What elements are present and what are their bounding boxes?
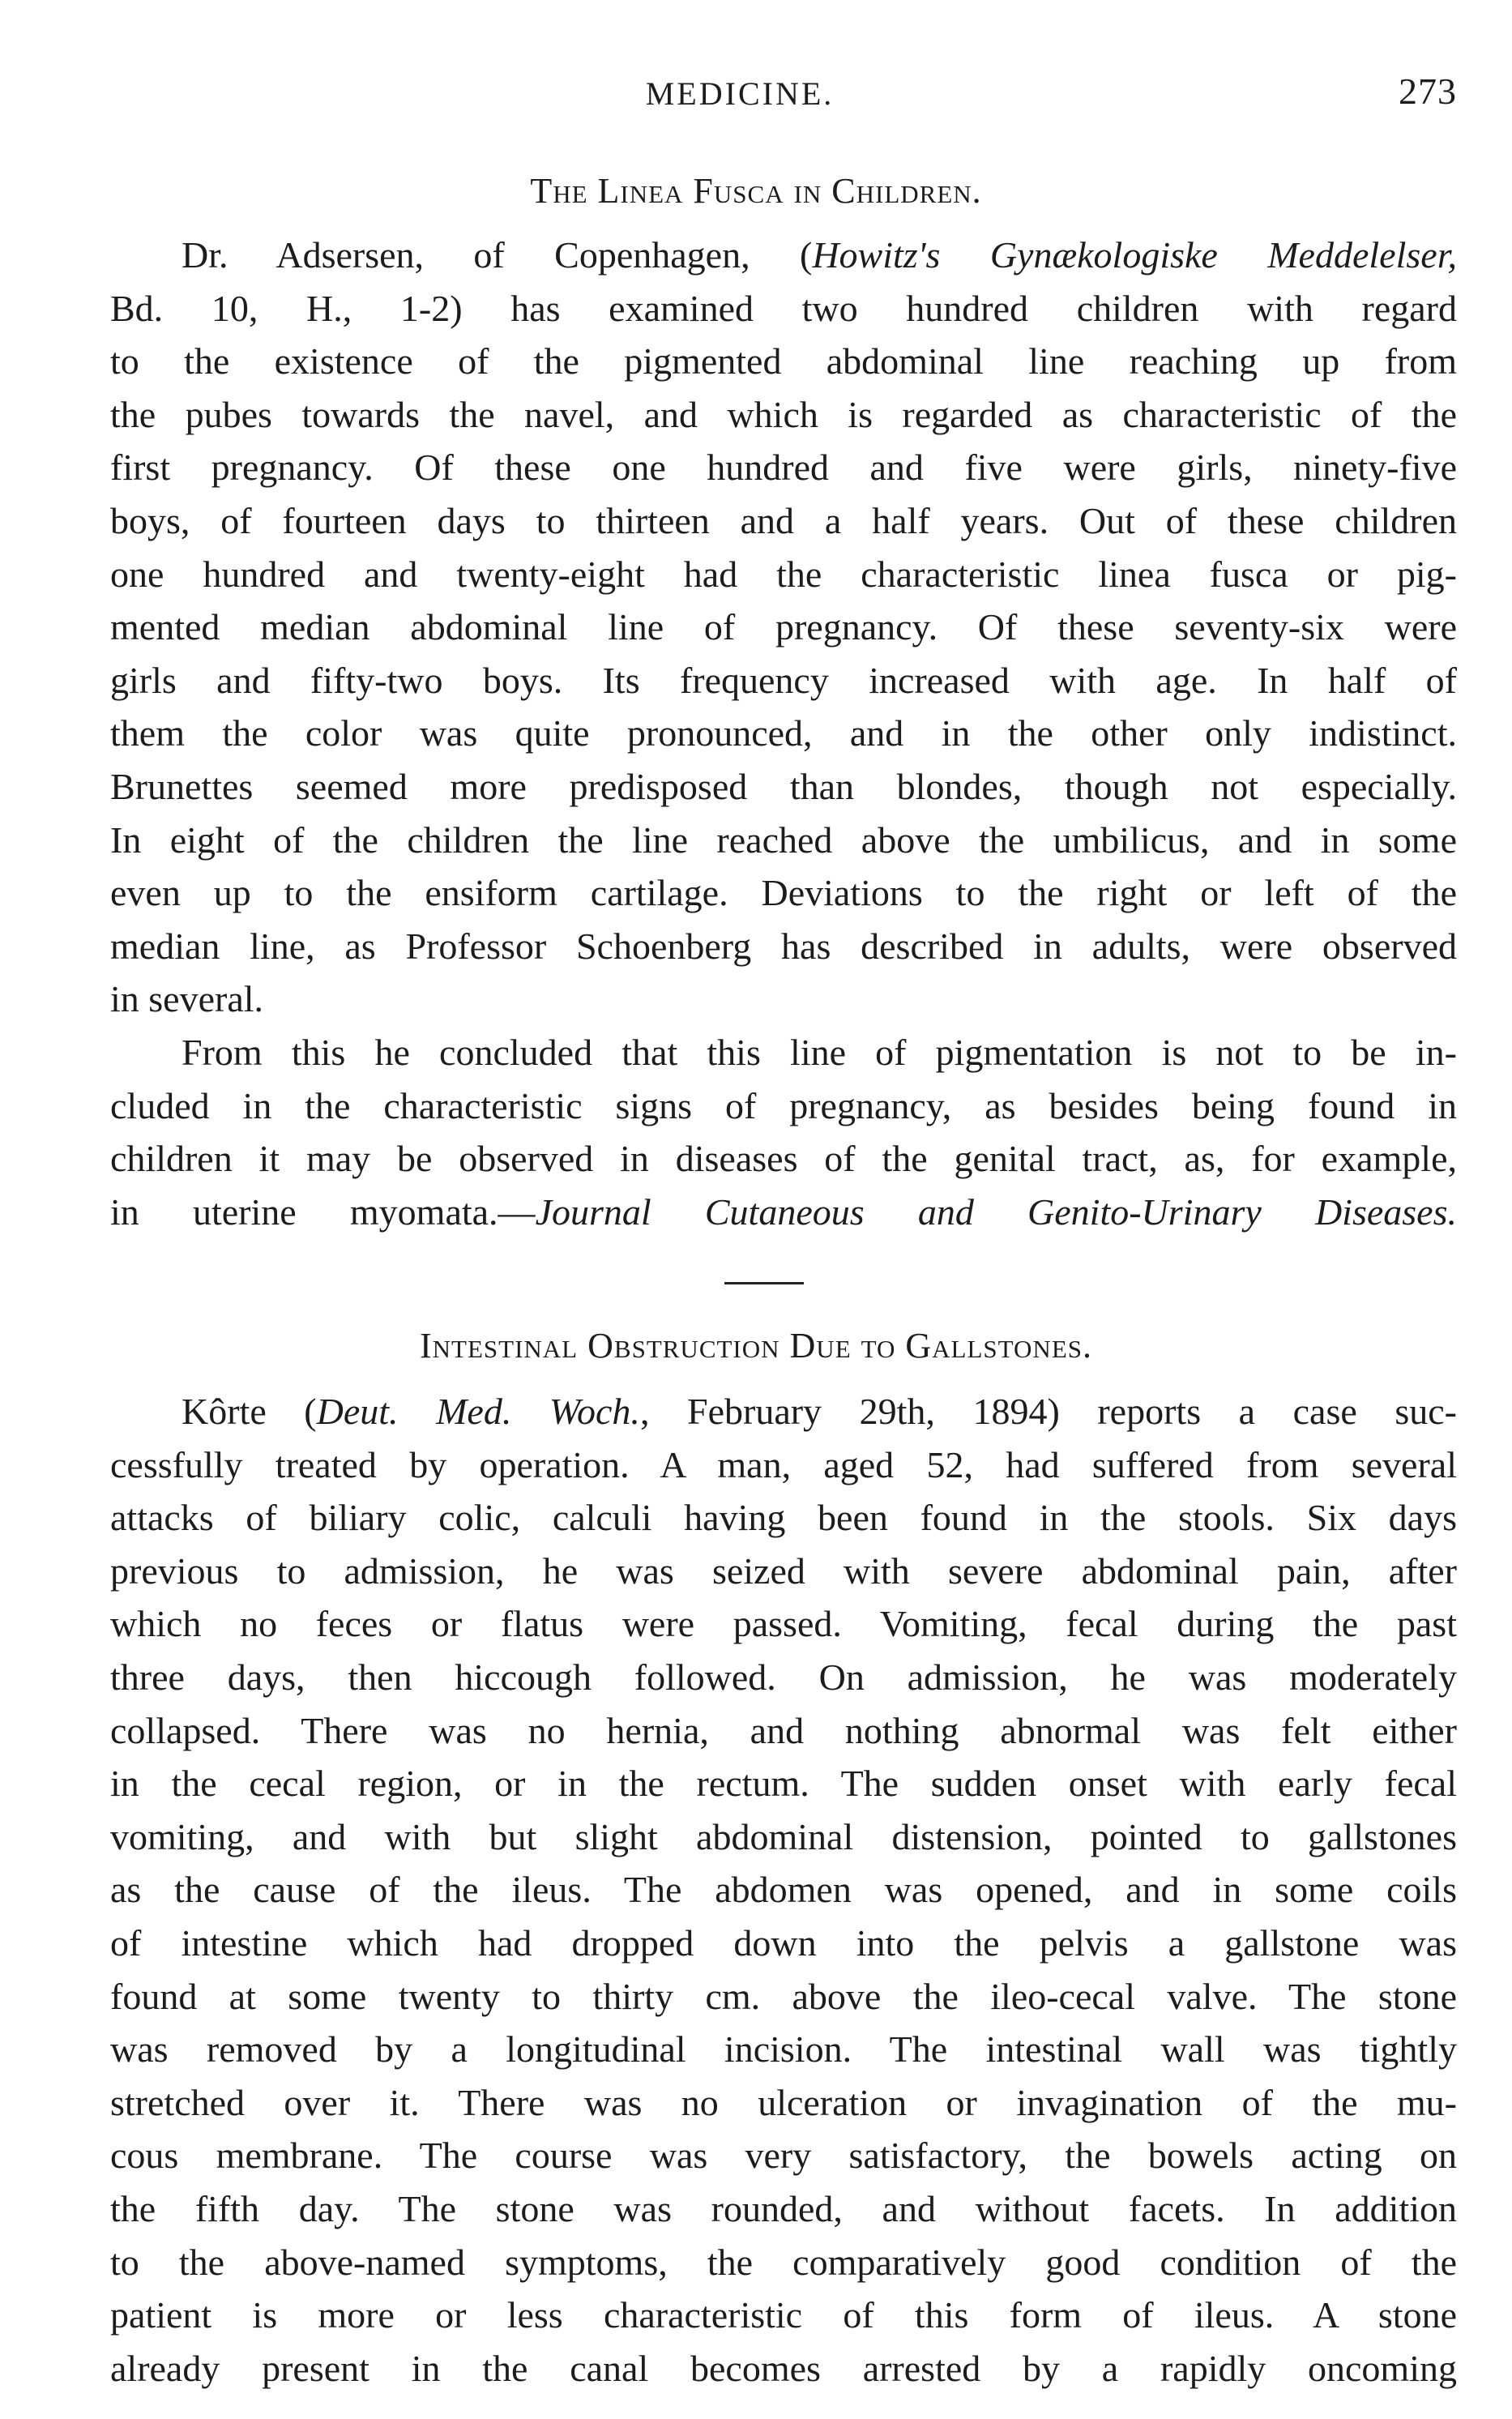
text-segment: one hundred and twenty-eight had the characteristic linea fusca or pig- xyxy=(110,553,1457,595)
text-segment: in the cecal region, or in the rectum. The sudden onset with early fecal xyxy=(110,1763,1457,1805)
text-segment: cluded in the characteristic signs of pregnancy, as besides being found in xyxy=(110,1084,1457,1126)
page-number: 273 xyxy=(1399,71,1457,112)
text-segment: in uterine myomata.— xyxy=(110,1190,536,1233)
text-segment: patient is more or less characteristic of this form of ileus. A stone xyxy=(110,2294,1457,2336)
text-segment: stretched over it. There was no ulceration or invagination of the mu- xyxy=(110,2081,1457,2123)
text-segment: them the color was quite pronounced, and in the other only indistinct. xyxy=(110,712,1457,754)
section-title-linea-fusca: The Linea Fusca in Children. xyxy=(530,171,982,211)
text-line xyxy=(110,1186,1457,1239)
text-line xyxy=(110,282,1457,335)
text-line xyxy=(110,1917,1457,1970)
text-segment: children it may be observed in diseases of the genital tract, as, for example, xyxy=(110,1138,1457,1180)
section-title-gallstones: Intestinal Obstruction Due to Gallstones. xyxy=(420,1326,1092,1365)
text-line xyxy=(110,1651,1457,1704)
text-line xyxy=(110,866,1457,920)
text-line xyxy=(110,1026,1457,1079)
text-segment: to the existence of the pigmented abdominal line reaching up from xyxy=(110,340,1457,383)
text-segment: which no feces or flatus were passed. Vomiting, fecal during the past xyxy=(110,1603,1457,1645)
text-segment: , February 29th, 1894) reports a case suc- xyxy=(639,1391,1458,1432)
text-line xyxy=(110,2182,1457,2236)
text-line xyxy=(110,2289,1457,2342)
text-line xyxy=(110,2076,1457,2130)
text-line xyxy=(110,548,1457,601)
text-segment: Brunettes seemed more predisposed than blondes, though not especially. xyxy=(110,765,1457,807)
text-segment: Kôrte ( xyxy=(182,1391,317,1432)
text-line xyxy=(110,654,1457,707)
text-segment: cessfully treated by operation. A man, aged 52, had suffered from several xyxy=(110,1443,1457,1485)
text-line xyxy=(110,1491,1457,1545)
text-segment: found at some twenty to thirty cm. above the ileo-cecal valve. The stone xyxy=(110,1975,1457,2017)
text-line xyxy=(110,1757,1457,1810)
text-segment: as the cause of the ileus. The abdomen was opened, and in some coils xyxy=(110,1869,1457,1911)
text-line xyxy=(110,972,1457,1026)
text-segment: was removed by a longitudinal incision. The intestinal wall was tightly xyxy=(110,2028,1457,2071)
running-head: MEDICINE. xyxy=(645,75,835,112)
text-segment: the pubes towards the navel, and which is regarded as characteristic of the xyxy=(110,393,1457,435)
text-segment: in several. xyxy=(110,978,264,1020)
text-line xyxy=(110,1438,1457,1492)
text-line xyxy=(110,441,1457,494)
text-line xyxy=(110,2023,1457,2076)
text-segment: attacks of biliary colic, calculi having been found in the stools. Six days xyxy=(110,1497,1457,1539)
text-line xyxy=(110,1863,1457,1917)
text-line xyxy=(110,1704,1457,1758)
text-line xyxy=(110,1597,1457,1651)
text-segment: the fifth day. The stone was rounded, and without facets. In addition xyxy=(110,2187,1457,2229)
text-line xyxy=(110,388,1457,442)
italic-citation: Deut. Med. Woch. xyxy=(316,1391,640,1432)
text-segment: vomiting, and with but slight abdominal distension, pointed to gallstones xyxy=(110,1815,1457,1857)
text-line xyxy=(110,2236,1457,2289)
text-line xyxy=(110,707,1457,760)
article-linea-fusca-body xyxy=(110,229,1457,1238)
text-segment: cous membrane. The course was very satisfactory, the bowels acting on xyxy=(110,2135,1457,2177)
text-line xyxy=(110,335,1457,388)
text-segment: Bd. 10, H., 1-2) has examined two hundred children with regard xyxy=(110,287,1457,329)
text-segment: collapsed. There was no hernia, and nothing abnormal was felt either xyxy=(110,1709,1457,1751)
section-divider xyxy=(724,1282,804,1284)
text-line xyxy=(110,1970,1457,2024)
text-segment: already present in the canal becomes arrested by a rapidly oncoming xyxy=(110,2347,1457,2389)
italic-citation: Howitz's Gynækologiske Meddelelser, xyxy=(812,234,1457,276)
text-line xyxy=(110,814,1457,867)
text-line xyxy=(110,2342,1457,2395)
text-line xyxy=(110,494,1457,548)
article-gallstones-body xyxy=(110,1385,1457,2395)
text-segment: boys, of fourteen days to thirteen and a half years. Out of these children xyxy=(110,499,1457,541)
text-line xyxy=(110,1545,1457,1598)
text-line xyxy=(110,920,1457,973)
text-line xyxy=(110,229,1457,282)
text-segment: of intestine which had dropped down into the pelvis a gallstone was xyxy=(110,1921,1457,1964)
text-line xyxy=(110,760,1457,814)
text-segment: previous to admission, he was seized with severe abdominal pain, after xyxy=(110,1549,1457,1592)
text-segment: In eight of the children the line reached above the umbilicus, and in some xyxy=(110,818,1457,861)
text-segment: Dr. Adsersen, of Copenhagen, ( xyxy=(182,234,813,276)
text-segment: mented median abdominal line of pregnancy. Of these seventy-six were xyxy=(110,606,1457,648)
text-line xyxy=(110,1132,1457,1186)
text-line xyxy=(110,1810,1457,1864)
italic-citation: Journal Cutaneous and Genito-Urinary Diseases. xyxy=(535,1190,1457,1233)
text-line xyxy=(110,600,1457,654)
text-segment: girls and fifty-two boys. Its frequency increased with age. In half of xyxy=(110,659,1457,701)
text-line xyxy=(110,1079,1457,1133)
text-segment: to the above-named symptoms, the comparatively good condition of the xyxy=(110,2241,1457,2283)
text-segment: first pregnancy. Of these one hundred and five were girls, ninety-five xyxy=(110,447,1457,489)
text-segment: even up to the ensiform cartilage. Deviations to the right or left of the xyxy=(110,872,1457,914)
text-segment: three days, then hiccough followed. On admission, he was moderately xyxy=(110,1656,1457,1698)
text-line xyxy=(110,2129,1457,2182)
text-segment: median line, as Professor Schoenberg has described in adults, were observed xyxy=(110,925,1457,967)
text-segment: From this he concluded that this line of pigmentation is not to be in- xyxy=(182,1031,1457,1073)
text-line xyxy=(110,1385,1457,1438)
